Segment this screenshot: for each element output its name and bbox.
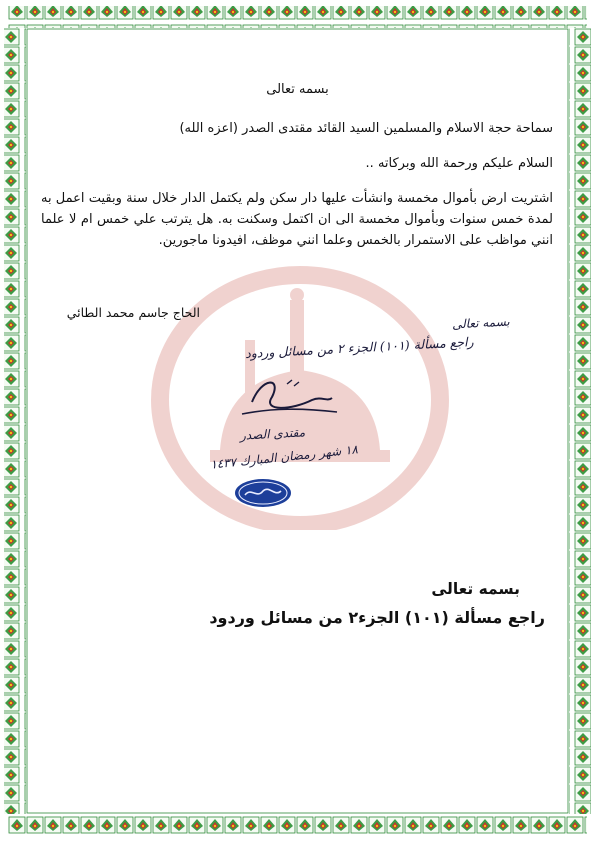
letter-body: اشتريت ارض بأموال مخمسة وانشأت عليها دار سكن ولم يكتمل الدار خلال سنة وبقيت اعمل به لمدة خمس سنوات وبأموال مخمسة الى ان اكتمل وسكنت به. هل يترتب علي خمس ام لا علما انني مواظب على الاستمرار بالخمس وعلما انني موظف، افيدونا ماجورين. (41, 191, 553, 248)
handwritten-heading: بسمه تعالى (451, 314, 511, 332)
reply-heading: بسمه تعالى (431, 580, 520, 598)
handwritten-signature (232, 372, 342, 424)
handwritten-name: مقتدى الصدر (239, 425, 306, 443)
letter-heading: بسمه تعالى (266, 82, 329, 97)
handwritten-reference: راجع مسألة (١٠١) الجزء ٢ من مسائل وردود (244, 334, 474, 361)
official-seal-stamp (233, 477, 293, 509)
letter-signer: الحاج جاسم محمد الطائي (66, 305, 200, 320)
handwritten-date: ١٨ شهر رمضان المبارك ١٤٣٧ (209, 442, 359, 472)
reply-text: راجع مسألة (١٠١) الجزء٢ من مسائل وردود (209, 608, 545, 627)
letter-greeting: السلام عليكم ورحمة الله وبركاته .. (365, 156, 553, 171)
letter-addressee: سماحة حجة الاسلام والمسلمين السيد القائد مقتدى الصدر (اعزه الله) (179, 121, 553, 136)
